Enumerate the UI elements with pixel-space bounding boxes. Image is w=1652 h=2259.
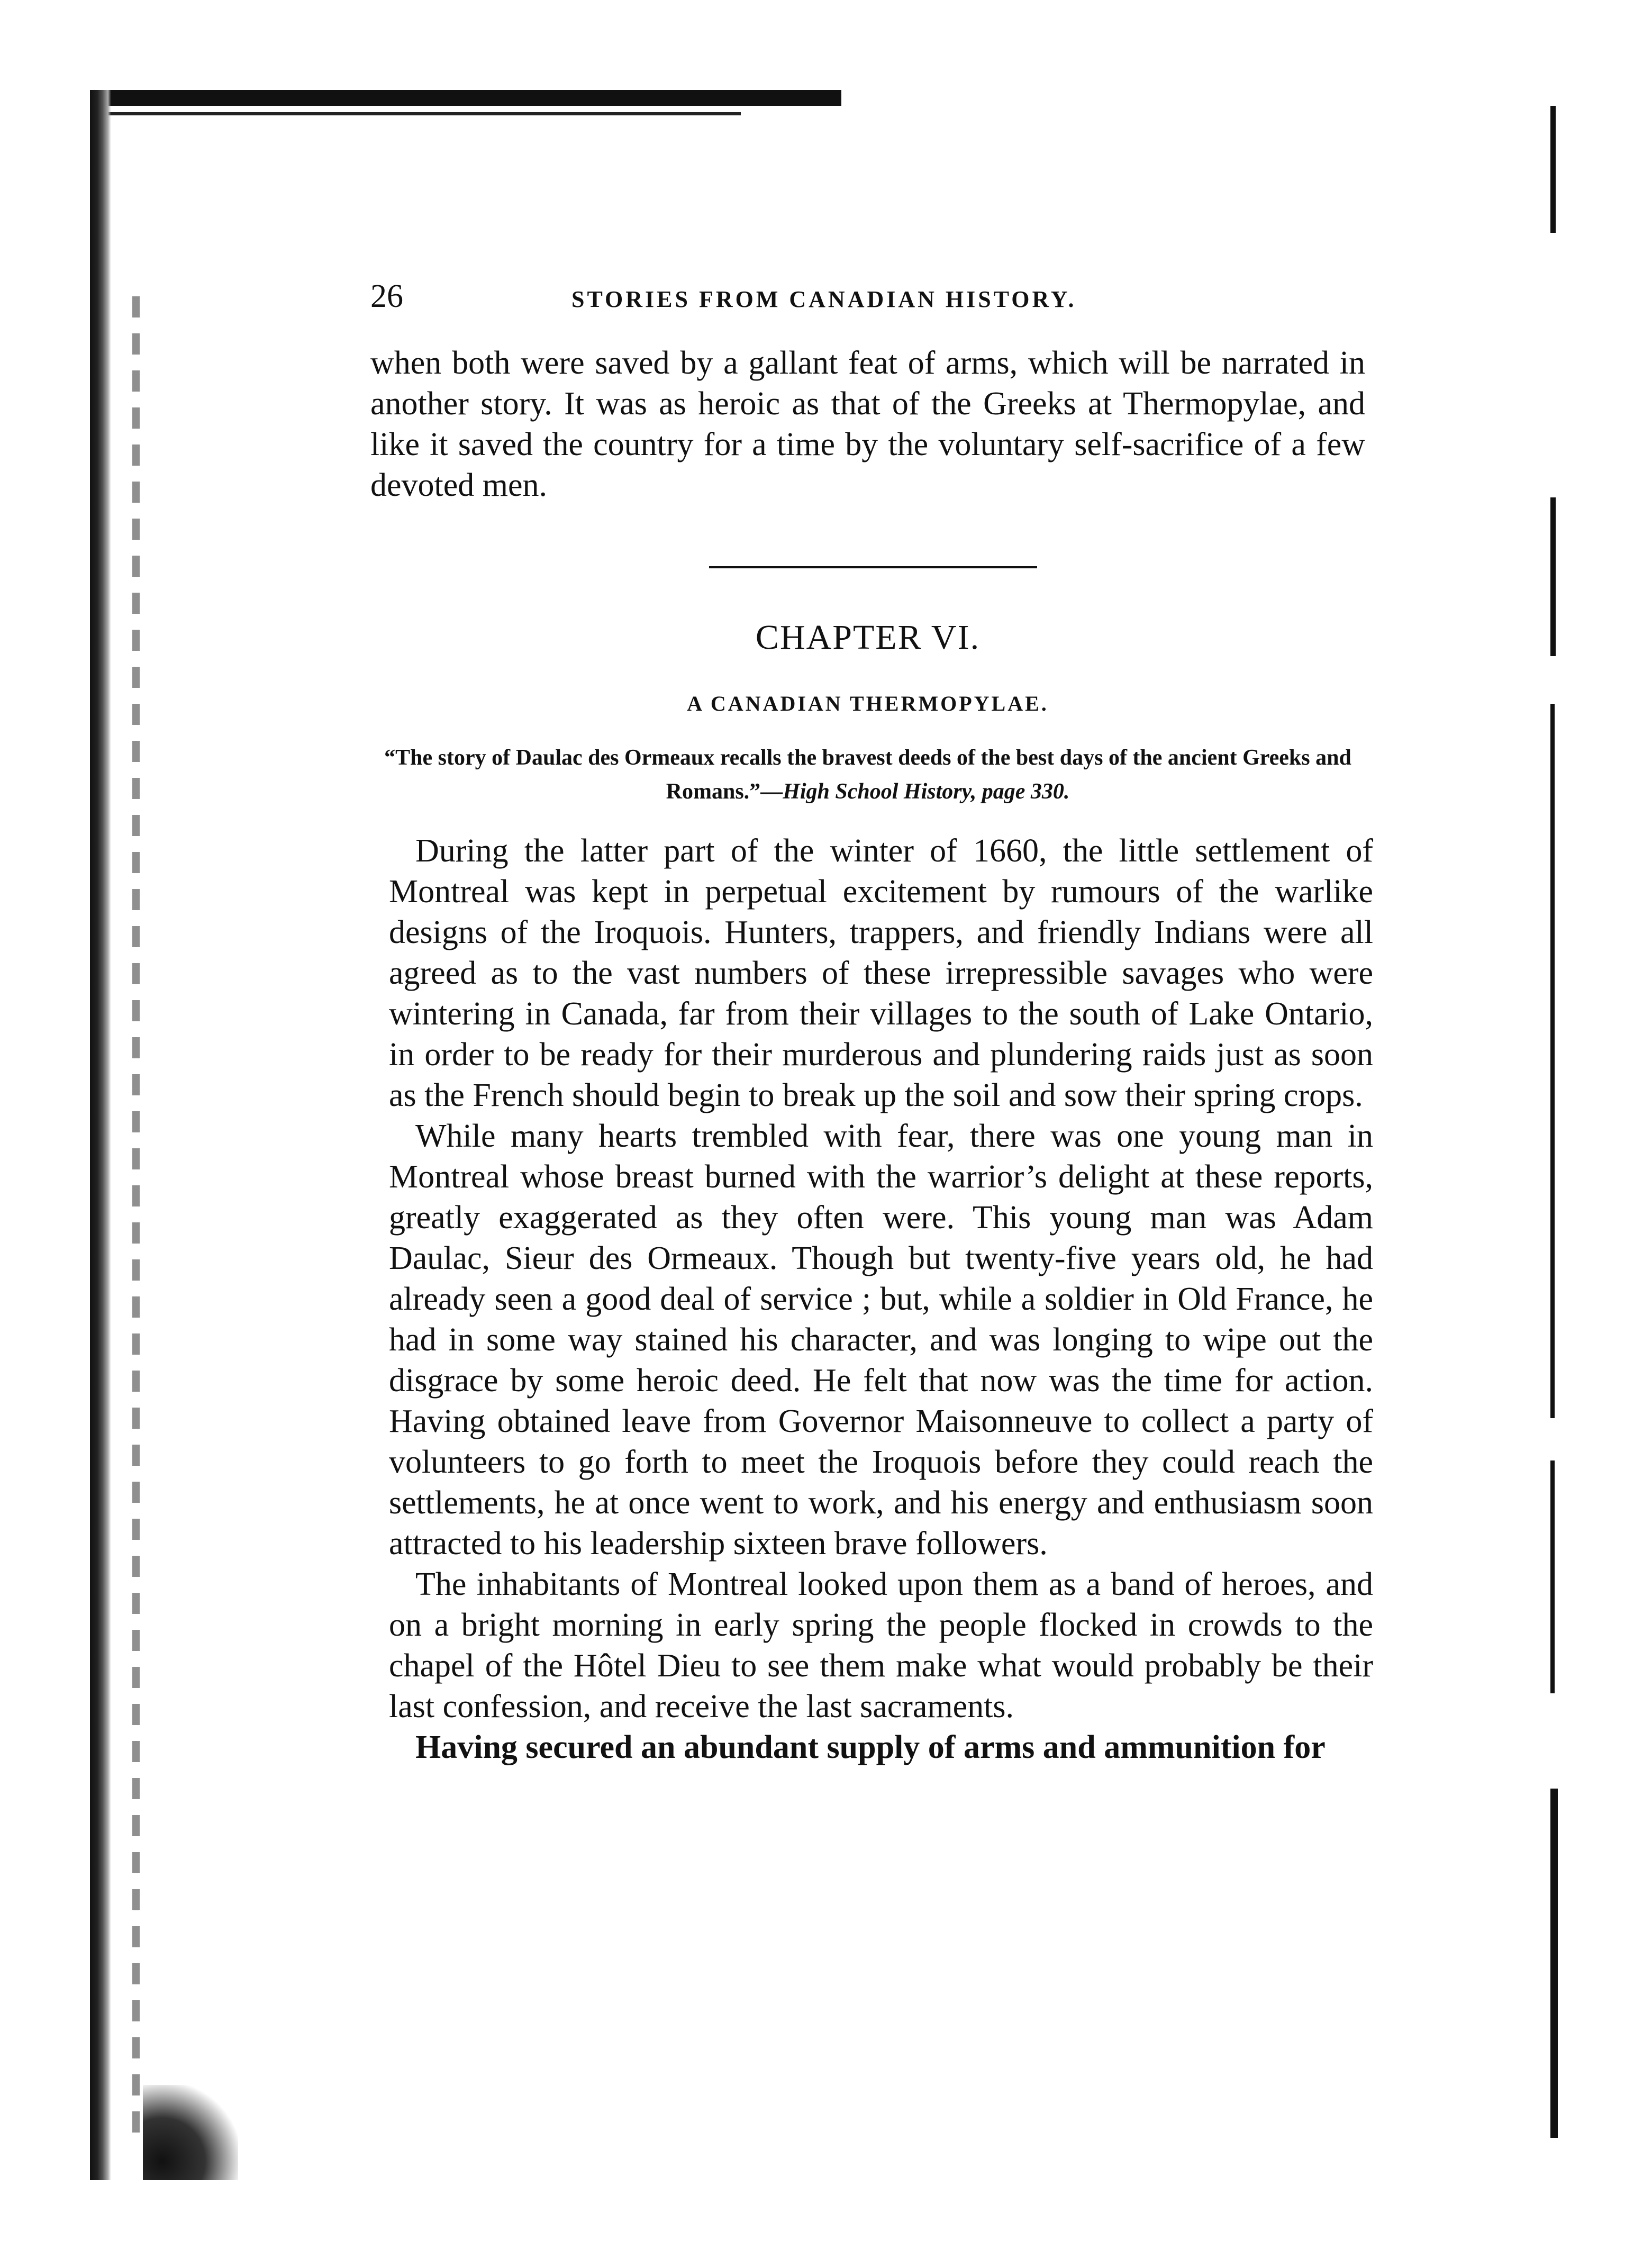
page-edge-right: [1550, 497, 1556, 656]
binding-edge-left: [90, 90, 111, 2180]
chapter-subtitle: A CANADIAN THERMOPYLAE.: [687, 692, 1049, 715]
epigraph: [370, 741, 1365, 809]
page-edge-right: [1550, 704, 1555, 1418]
body-paragraph: During the latter part of the winter of 1660, the little settlement of Montreal was kept in perpetual excitement by rumours of the warlike designs of the Iroquois. Hunters, trappers, and friendly Indians were all agreed as to the vast numbers of these irrepressible savages who were wintering in Canada, far from their villages to the south of Lake Ontario, in order to be ready for their murderous and plundering raids just as soon as the French should begin to break up the soil and sow their spring crops.: [389, 833, 1373, 1113]
page-edge-right: [1550, 106, 1556, 233]
body-paragraph: The inhabitants of Montreal looked upon them as a band of heroes, and on a bright morning in early spring the people flocked in crowds to the chapel of the Hôtel Dieu to see them make what would probably be their last confession, and receive the last sacraments.: [389, 1566, 1373, 1725]
continuation-block: [370, 343, 1365, 506]
body-paragraph: While many hearts trembled with fear, there was one young man in Montreal whose breast burned with the warrior’s delight at these reports, greatly exaggerated as they often were. This young man was Adam Daulac, Sieur des Ormeaux. Though but twenty-five years old, he had already seen a good deal of service ; but, while a soldier in Old France, he had in some way stained his character, and was longing to wipe out the disgrace by some heroic deed. He felt that now was the time for action. Having obtained leave from Governor Maisonneuve to collect a party of volunteers to go forth to meet the Iroquois before they could reach the settlements, he at once went to work, and his energy and enthusiasm soon attracted to his leadership sixteen brave followers.: [389, 1118, 1373, 1562]
binding-edge-top: [90, 90, 841, 106]
epigraph-source: High School History, page 330.: [783, 779, 1070, 804]
body-paragraph: Having secured an abundant supply of arms and ammunition for: [415, 1729, 1326, 1765]
running-title: STORIES FROM CANADIAN HISTORY.: [571, 286, 1077, 312]
section-divider: [709, 566, 1037, 568]
binding-edge-top-rule: [90, 112, 741, 115]
epigraph-quote: “The story of Daulac des Ormeaux recalls the bravest deeds of the best days of the ancient Greeks and Romans.”—: [384, 746, 1351, 804]
continuation-paragraph: when both were saved by a gallant feat of arms, which will be narrated in another story. It was as heroic as that of the Greeks at Thermopylae, and like it saved the country for a time by the voluntary self-sacrifice of a few devoted men.: [370, 345, 1365, 503]
chapter-title: CHAPTER VI.: [755, 618, 981, 657]
page-number: 26: [370, 278, 403, 314]
binding-shadow: [132, 296, 140, 2148]
page-edge-right: [1550, 1460, 1555, 1693]
chapter-body: [389, 831, 1373, 1768]
running-head: [370, 275, 1365, 317]
binding-corner-shadow: [143, 2085, 238, 2180]
page-edge-right: [1550, 1789, 1558, 2138]
